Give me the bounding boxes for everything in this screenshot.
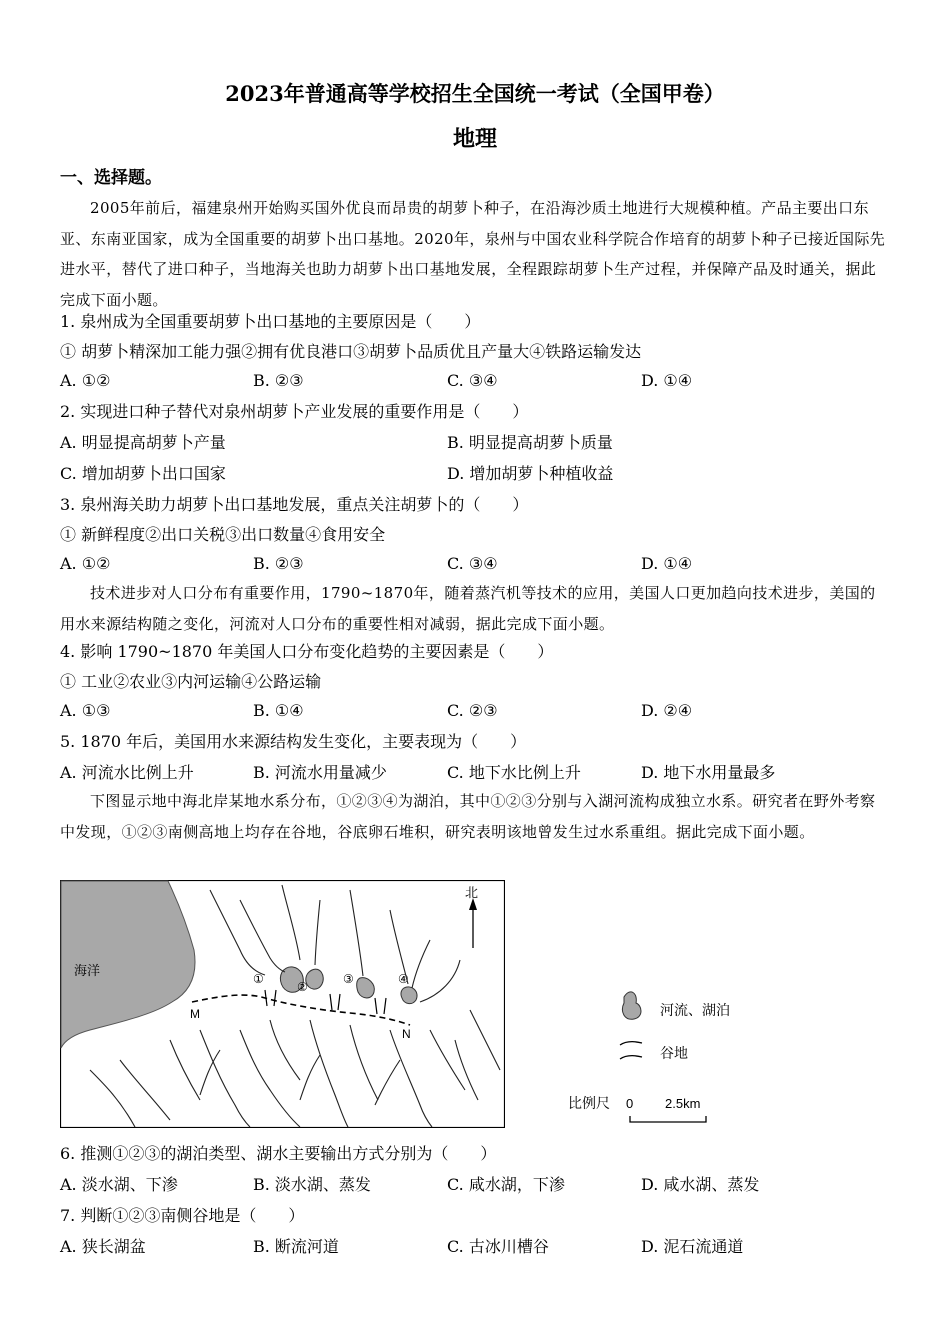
lake-label-2: ②: [297, 980, 308, 994]
question-4-option-d[interactable]: D. ②④: [641, 701, 693, 720]
question-2-option-b[interactable]: B. 明显提高胡萝卜质量: [447, 433, 613, 452]
question-2-option-c[interactable]: C. 增加胡萝卜出口国家: [60, 464, 226, 483]
question-6-stem: 6. 推测①②③的湖泊类型、湖水主要输出方式分别为（ ）: [60, 1144, 497, 1163]
question-3-option-d[interactable]: D. ①④: [641, 554, 693, 573]
point-n: N: [402, 1027, 411, 1041]
question-4-stem: 4. 影响 1790~1870 年美国人口分布变化趋势的主要因素是（ ）: [60, 642, 554, 661]
lake-4: [401, 987, 417, 1004]
passage-population: 技术进步对人口分布有重要作用，1790~1870年，随着蒸汽机等技术的应用，美国人口更加趋向技术进步，美国的用水来源结构随之变化，河流对人口分布的重要性相对减弱，据此完成下面小题。: [60, 584, 876, 633]
question-3-option-a[interactable]: A. ①②: [60, 554, 111, 573]
lake-1-shape: [306, 969, 323, 989]
scale-bar: [568, 1090, 728, 1130]
question-3-option-b[interactable]: B. ②③: [253, 554, 304, 573]
scale-value: 2.5km: [665, 1096, 701, 1111]
question-3-option-c[interactable]: C. ③④: [447, 554, 498, 573]
question-7-option-d[interactable]: D. 泥石流通道: [641, 1237, 744, 1256]
question-3-stem: 3. 泉州海关助力胡萝卜出口基地发展，重点关注胡萝卜的（ ）: [60, 495, 529, 514]
question-2-option-d[interactable]: D. 增加胡萝卜种植收益: [447, 464, 614, 483]
passage-carrot: 2005年前后，福建泉州开始购买国外优良而昂贵的胡萝卜种子，在沿海沙质土地进行大规模种植。产品主要出口东亚、东南亚国家，成为全国重要的胡萝卜出口基地。2020年，泉州与中国农业科学院合作培育的胡萝卜种子已接近国际先进水平，替代了进口种子，当地海关也助力胡萝卜出口基地发展，全程跟踪胡萝卜生产过程，并保障产品及时通关，据此完成下面小题。: [60, 199, 886, 309]
question-4-option-c[interactable]: C. ②③: [447, 701, 498, 720]
question-4-option-a[interactable]: A. ①③: [60, 701, 111, 720]
lake-label-1: ①: [253, 972, 264, 986]
question-6-option-a[interactable]: A. 淡水湖、下渗: [60, 1175, 178, 1194]
subject-title: 地理: [452, 126, 497, 152]
question-6-option-b[interactable]: B. 淡水湖、蒸发: [253, 1175, 371, 1194]
question-2-option-a[interactable]: A. 明显提高胡萝卜产量: [60, 433, 226, 452]
ocean-label: 海洋: [74, 963, 101, 978]
question-7-option-b[interactable]: B. 断流河道: [253, 1237, 339, 1256]
question-7-option-a[interactable]: A. 狭长湖盆: [60, 1237, 146, 1256]
question-6-option-c[interactable]: C. 咸水湖，下渗: [447, 1175, 565, 1194]
lake-label-3: ③: [343, 972, 354, 986]
scale-label: 比例尺: [568, 1095, 610, 1111]
drainage-map: [60, 880, 505, 1128]
question-3-items: ① 新鲜程度②出口关税③出口数量④食用安全: [60, 525, 386, 544]
question-1-items: ① 胡萝卜精深加工能力强②拥有优良港口③胡萝卜品质优且产量大④铁路运输发达: [60, 342, 642, 361]
question-7-option-c[interactable]: C. 古冰川槽谷: [447, 1237, 549, 1256]
scale-zero: 0: [626, 1096, 634, 1111]
question-1-option-c[interactable]: C. ③④: [447, 371, 498, 390]
question-4-option-b[interactable]: B. ①④: [253, 701, 304, 720]
question-1-option-d[interactable]: D. ①④: [641, 371, 693, 390]
exam-title: 2023年普通高等学校招生全国统一考试（全国甲卷）: [225, 81, 725, 106]
point-m: M: [190, 1007, 200, 1021]
north-label: 北: [465, 885, 479, 900]
valley-legend-icon: [620, 1042, 642, 1059]
question-4-items: ① 工业②农业③内河运输④公路运输: [60, 672, 322, 691]
question-6-option-d[interactable]: D. 咸水湖、蒸发: [641, 1175, 760, 1194]
section-heading: 一、选择题。: [60, 168, 162, 188]
question-1-option-a[interactable]: A. ①②: [60, 371, 111, 390]
question-1-option-b[interactable]: B. ②③: [253, 371, 304, 390]
question-5-stem: 5. 1870 年后，美国用水来源结构发生变化，主要表现为（ ）: [60, 732, 527, 751]
question-1-stem: 1. 泉州成为全国重要胡萝卜出口基地的主要原因是（ ）: [60, 312, 481, 331]
lake-label-4: ④: [398, 972, 409, 986]
question-7-stem: 7. 判断①②③南侧谷地是（ ）: [60, 1206, 305, 1225]
question-5-option-c[interactable]: C. 地下水比例上升: [447, 763, 581, 782]
legend-valley: 谷地: [660, 1045, 688, 1061]
question-5-option-d[interactable]: D. 地下水用量最多: [641, 763, 776, 782]
passage-drainage: 下图显示地中海北岸某地水系分布，①②③④为湖泊，其中①②③分别与入湖河流构成独立水系。研究者在野外考察中发现，①②③南侧高地上均存在谷地，谷底卵石堆积，研究表明该地曾发生过水系重组。据此完成下面小题。: [60, 792, 876, 841]
legend-river-lake: 河流、湖泊: [660, 1002, 730, 1018]
question-5-option-b[interactable]: B. 河流水用量减少: [253, 763, 387, 782]
question-2-stem: 2. 实现进口种子替代对泉州胡萝卜产业发展的重要作用是（ ）: [60, 402, 529, 421]
question-5-option-a[interactable]: A. 河流水比例上升: [60, 763, 194, 782]
river-lake-legend-icon: [622, 992, 641, 1019]
